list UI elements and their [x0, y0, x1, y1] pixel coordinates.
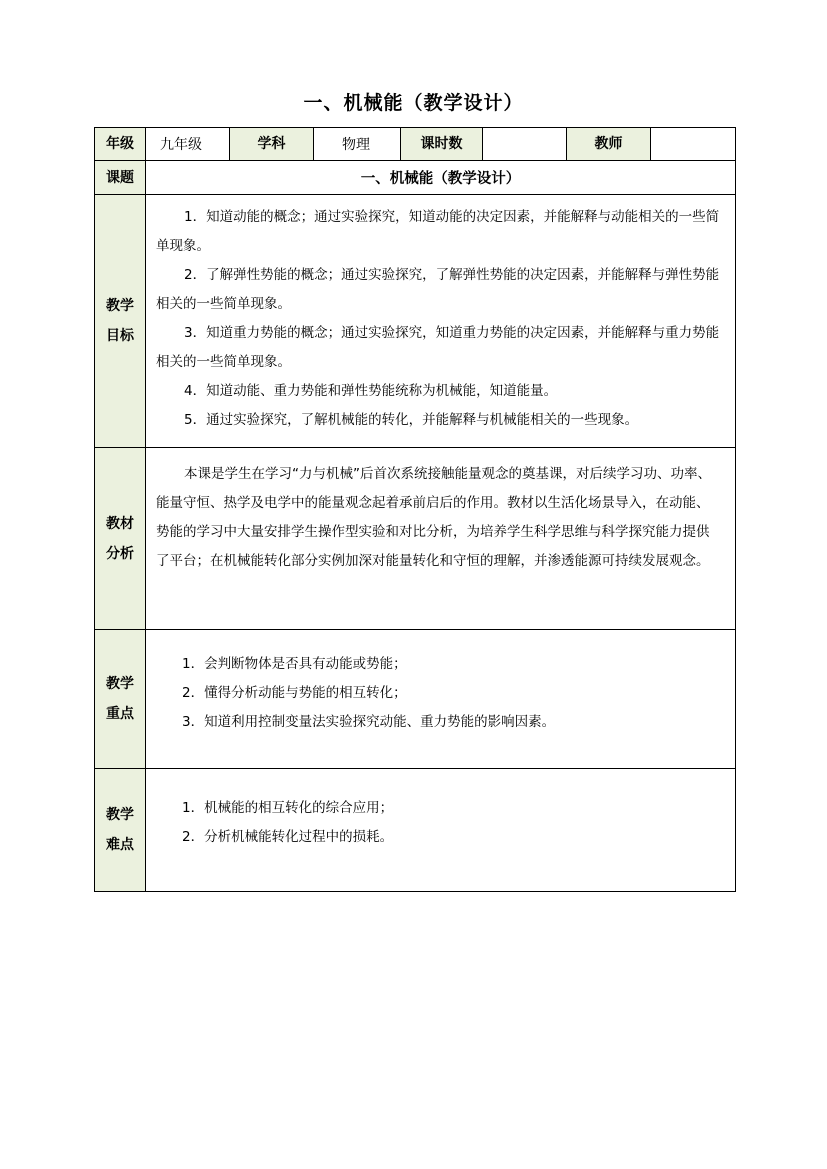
- analysis-text: 本课是学生在学习“力与机械”后首次系统接触能量观念的奠基课，对后续学习功、功率、能量守恒、热学及电学中的能量观念起着承前启后的作用。教材以生活化场景导入，在动能、势能的学习中大量安排学生操作型实验和对比分析，为培养学生科学思维与科学探究能力提供了平台；在机械能转化部分实例加深对能量转化和守恒的理解，并渗透能源可持续发展观念。: [156, 466, 711, 569]
- key-points-row: [95, 630, 736, 769]
- objectives-content: [146, 195, 736, 448]
- difficulties-label-line2: 难点: [106, 837, 134, 853]
- lesson-plan-table: [94, 127, 736, 892]
- key-points-label: [95, 630, 146, 769]
- objectives-label: [95, 195, 146, 448]
- analysis-label-line1: 教材: [106, 515, 134, 532]
- topic-row: [95, 161, 736, 195]
- topic-value: 一、机械能（教学设计）: [146, 161, 736, 195]
- difficulties-label-line1: 教学: [106, 807, 134, 823]
- subject-label: 学科: [230, 128, 314, 161]
- difficulties-label: [95, 769, 146, 892]
- objective-item: 1．知道动能的概念；通过实验探究，知道动能的决定因素，并能解释与动能相关的一些简单现象。: [156, 209, 720, 254]
- key-point-item: 3．知道利用控制变量法实验探究动能、重力势能的影响因素。: [182, 714, 556, 730]
- analysis-row: [95, 448, 736, 630]
- objective-item: 3．知道重力势能的概念；通过实验探究，知道重力势能的决定因素，并能解释与重力势能相关的一些简单现象。: [156, 325, 720, 370]
- grade-label: 年级: [95, 128, 146, 161]
- teacher-value: [651, 128, 736, 161]
- key-point-item: 2．懂得分析动能与势能的相互转化；: [182, 685, 407, 701]
- objectives-label-line2: 目标: [106, 328, 134, 344]
- grade-value: 九年级: [146, 128, 230, 161]
- difficulties-row: [95, 769, 736, 892]
- objective-item: 5．通过实验探究，了解机械能的转化，并能解释与机械能相关的一些现象。: [184, 412, 639, 428]
- key-points-label-line1: 教学: [106, 676, 134, 692]
- objectives-row: [95, 195, 736, 448]
- hours-label: 课时数: [401, 128, 483, 161]
- teacher-label: 教师: [567, 128, 651, 161]
- key-points-label-line2: 重点: [106, 706, 134, 722]
- header-row: [95, 128, 736, 161]
- difficulty-item: 1．机械能的相互转化的综合应用；: [182, 800, 394, 816]
- key-point-item: 1．会判断物体是否具有动能或势能；: [182, 656, 407, 672]
- analysis-label: [95, 448, 146, 630]
- page-title: 一、机械能（教学设计）: [303, 92, 524, 114]
- objective-item: 2．了解弹性势能的概念；通过实验探究，了解弹性势能的决定因素，并能解释与弹性势能相关的一些简单现象。: [156, 267, 720, 312]
- topic-label: 课题: [95, 161, 146, 195]
- objectives-label-line1: 教学: [106, 298, 134, 314]
- objective-item: 4．知道动能、重力势能和弹性势能统称为机械能，知道能量。: [184, 383, 558, 399]
- subject-value: 物理: [314, 128, 401, 161]
- hours-value: [483, 128, 567, 161]
- analysis-content: [146, 448, 736, 630]
- difficulty-item: 2．分析机械能转化过程中的损耗。: [182, 829, 394, 845]
- analysis-label-line2: 分析: [106, 545, 134, 562]
- key-points-content: [146, 630, 736, 769]
- difficulties-content: [146, 769, 736, 892]
